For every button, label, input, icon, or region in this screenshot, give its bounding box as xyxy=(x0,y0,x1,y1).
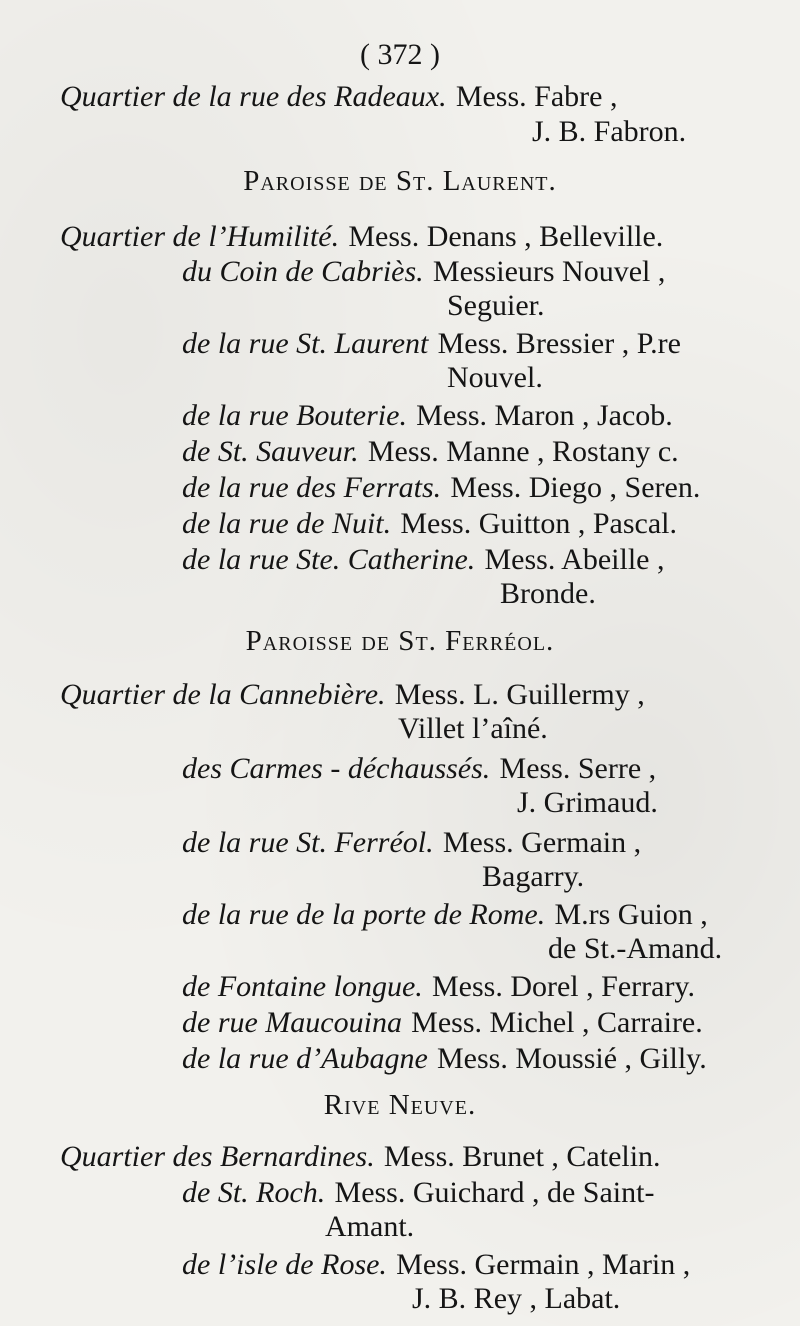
entry-ferrats xyxy=(182,469,800,506)
entry-label: de l’isle de Rose. xyxy=(182,1248,387,1281)
entry-names: M.rs Guion , xyxy=(554,898,708,931)
entry-names: Mess. Guichard , de Saint- xyxy=(334,1176,655,1209)
entry-radeaux xyxy=(60,78,800,115)
entry-names: Mess. Fabre , xyxy=(455,80,618,113)
entry-label: Quartier de l’Humilité. xyxy=(60,220,340,253)
entry-names: Mess. Bressier , P.re xyxy=(437,327,681,360)
entry-names: Mess. Germain , xyxy=(442,826,642,859)
entry-label: de St. Roch. xyxy=(182,1176,326,1209)
entry-carmes xyxy=(182,750,800,787)
entry-label: de la rue St. Ferréol. xyxy=(182,826,434,859)
entry-label: de rue Maucouina xyxy=(182,1006,402,1039)
entry-label: Quartier de la rue des Radeaux. xyxy=(60,80,447,113)
entry-catherine xyxy=(182,541,800,578)
entry-continuation: Bronde. xyxy=(500,577,596,610)
entry-continuation: Villet l’aîné. xyxy=(398,712,548,745)
entry-nuit xyxy=(182,505,800,542)
entry-label: de la rue Bouterie. xyxy=(182,399,407,432)
entry-sauveur xyxy=(182,433,800,470)
entry-continuation: Seguier. xyxy=(447,289,545,322)
entry-cannebiere xyxy=(60,676,800,713)
entry-humilite xyxy=(60,218,800,255)
entry-label: Quartier des Bernardines. xyxy=(60,1140,375,1173)
entry-label: de Fontaine longue. xyxy=(182,970,423,1003)
entry-names: Mess. Michel , Carraire. xyxy=(411,1006,703,1039)
entry-names: Mess. Manne , Rostany c. xyxy=(367,435,679,468)
entry-label: du Coin de Cabriès. xyxy=(182,255,424,288)
entry-bouterie xyxy=(182,397,800,434)
entry-names: Mess. Brunet , Catelin. xyxy=(383,1140,661,1173)
entry-continuation: J. B. Fabron. xyxy=(532,115,687,148)
section-heading: Rive Neuve. xyxy=(323,1089,477,1121)
entry-label: de la rue de la porte de Rome. xyxy=(182,898,546,931)
entry-label: de la rue des Ferrats. xyxy=(182,471,442,504)
entry-label: de la rue de Nuit. xyxy=(182,507,392,540)
entry-label: de la rue d’Aubagne xyxy=(182,1042,428,1075)
page-number: ( 372 ) xyxy=(360,38,440,71)
entry-cabries xyxy=(182,253,800,290)
entry-fontaine xyxy=(182,968,800,1005)
entry-roch xyxy=(182,1174,800,1211)
entry-st-laurent xyxy=(182,325,800,362)
entry-porte-rome xyxy=(182,896,800,933)
entry-continuation: Bagarry. xyxy=(482,860,585,893)
entry-names: Mess. Moussié , Gilly. xyxy=(437,1042,707,1075)
entry-aubagne xyxy=(182,1040,800,1077)
entry-maucouina xyxy=(182,1004,800,1041)
entry-rue-ferreol xyxy=(182,824,800,861)
entry-continuation: J. B. Rey , Labat. xyxy=(412,1282,621,1315)
entry-names: Mess. Denans , Belleville. xyxy=(348,220,664,253)
entry-label: de la rue Ste. Catherine. xyxy=(182,543,476,576)
entry-continuation: Nouvel. xyxy=(447,361,543,394)
section-heading: Paroisse de St. Laurent. xyxy=(243,165,557,197)
entry-continuation: de St.-Amand. xyxy=(548,932,723,965)
entry-label: de St. Sauveur. xyxy=(182,435,359,468)
entry-bernardines xyxy=(60,1138,800,1175)
entry-names: Mess. Guitton , Pascal. xyxy=(400,507,678,540)
entry-names: Mess. Maron , Jacob. xyxy=(416,399,673,432)
entry-rose xyxy=(182,1246,800,1283)
entry-names: Mess. Dorel , Ferrary. xyxy=(432,970,695,1003)
entry-names: Mess. Diego , Seren. xyxy=(450,471,701,504)
entry-names: Mess. Germain , Marin , xyxy=(396,1248,691,1281)
entry-names: Messieurs Nouvel , xyxy=(432,255,666,288)
entry-label: Quartier de la Cannebière. xyxy=(60,678,386,711)
entry-label: des Carmes - déchaussés. xyxy=(182,752,491,785)
entry-names: Mess. Abeille , xyxy=(484,543,665,576)
entry-continuation: J. Grimaud. xyxy=(517,786,658,819)
entry-names: Mess. Serre , xyxy=(499,752,657,785)
section-heading: Paroisse de St. Ferréol. xyxy=(245,625,555,657)
entry-continuation: Amant. xyxy=(325,1210,415,1243)
entry-names: Mess. L. Guillermy , xyxy=(394,678,645,711)
entry-label: de la rue St. Laurent xyxy=(182,327,429,360)
